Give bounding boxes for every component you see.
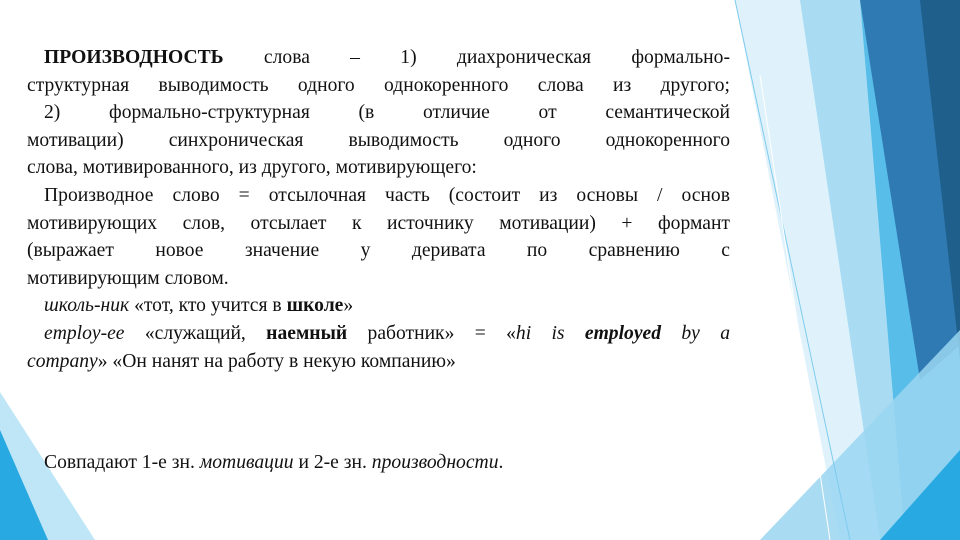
term-proizvodnost: ПРОИЗВОДНОСТЬ <box>44 47 224 68</box>
definition-line-2: структурная выводимость одного однокоренного слова из другого; <box>27 74 730 96</box>
definition-line-3: 2) формально-структурная (в отличие от семантической <box>44 102 730 124</box>
definition-line-5: слова, мотивированного, из другого, мотивирующего: <box>27 157 477 179</box>
derived-line-3: (выражает новое значение у деривата по сравнению с <box>27 240 730 262</box>
example-line-2: employ-ee «служащий, наемный работник» = «hi is employed by a <box>44 322 730 344</box>
example-line-1: школь-ник «тот, кто учится в школе» <box>44 295 354 317</box>
conclusion: Совпадают 1-е зн. мотивации и 2-е зн. производности. <box>44 452 504 473</box>
definition-line-4: мотивации) синхроническая выводимость одного однокоренного <box>27 129 730 151</box>
example-line-3: company» «Он нанят на работу в некую компанию» <box>27 350 456 372</box>
derived-line-1: Производное слово = отсылочная часть (состоит из основы / основ <box>44 184 730 206</box>
slide-text <box>27 44 730 375</box>
example-word-employee: employ-ee <box>44 322 125 344</box>
derived-line-2: мотивирующих слов, отсылает к источнику мотивации) + формант <box>27 212 730 234</box>
example-word-shkolnik: школь-ник <box>44 295 130 317</box>
derived-line-4: мотивирующим словом. <box>27 267 229 289</box>
definition-line-1: ПРОИЗВОДНОСТЬ слова – 1) диахроническая формально- <box>44 47 730 68</box>
